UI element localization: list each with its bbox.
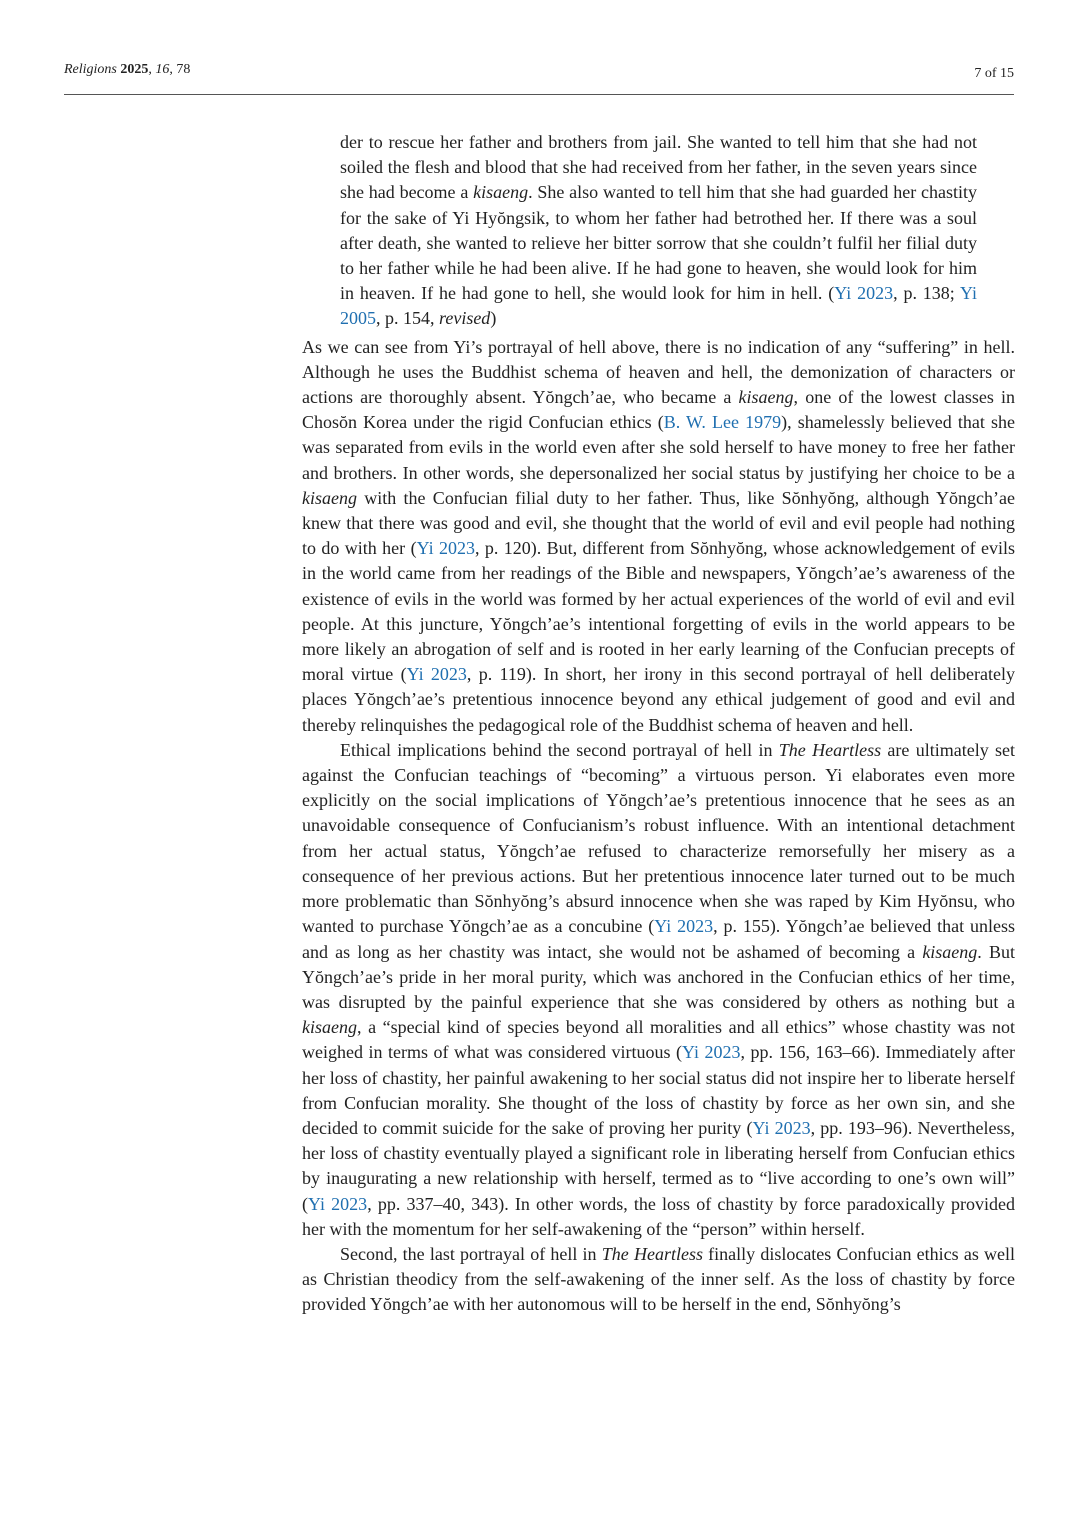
citation-link[interactable]: B. W. Lee 1979 bbox=[663, 412, 782, 433]
citation-link[interactable]: Yi 2023 bbox=[416, 538, 475, 559]
citation-link[interactable]: Yi 2023 bbox=[654, 916, 714, 937]
paragraph: Second, the last portrayal of hell in The Heartless finally dislocates Confucian ethics as well as Christian theodicy from the self-awakening of the inner self. As the loss of chastity by force provided Yŏngch’ae with her autonomous will to be herself in the end, Sŏnhyŏng’s bbox=[302, 1243, 1016, 1315]
journal-citation: Religions 2025, 16, 78 bbox=[64, 62, 191, 77]
italic-term: kisaeng bbox=[302, 487, 357, 508]
citation-link[interactable]: Yi 2023 bbox=[834, 283, 894, 304]
italic-term: revised bbox=[439, 308, 491, 329]
paragraph: Ethical implications behind the second portrayal of hell in The Heartless are ultimately set against the Confucian teachings of “becoming” a virtuous person. Yi elaborates even more explicitly on the social implications of Yŏngch’ae’s pretentious innocence that he sees as an unavoidable consequence of Confucianism’s robust influence. With an intentional detachment from her actual status, Yŏngch’ae refused to characterize remorsefully her misery as a consequence of her previous actions. But her pretentious innocence later turned out to be much more problematic than Sŏnhyŏng’s absurd innocence when she was raped by Kim Hyŏnsu, who wanted to purchase Yŏngch’ae as a concubine (Yi 2023, p. 155). Yŏngch’ae believed that unless and as long as her chastity was intact, she would not be ashamed of becoming a kisaeng. But Yŏngch’ae’s pride in her moral purity, which was anchored in the Confucian ethics of her time, was disrupted by the painful experience that she was considered by others as nothing but a kisaeng, a “special kind of species beyond all moralities and all ethics” whose chastity was not weighed in terms of what was considered virtuous (Yi 2023, pp. 156, 163–66). Immediately after her loss of chastity, her painful awakening to her social status did not inspire her to liberate herself from Confucian morality. She thought of the loss of chastity by force as her own sin, and she decided to commit suicide for the sake of proving her purity (Yi 2023, pp. 193–96). Nevertheless, her loss of chastity eventually played a significant role in liberating herself from Confucian ethics by inaugurating a new relationship with herself, termed as to “live according to one’s own will” (Yi 2023, pp. 337–40, 343). In other words, the loss of chastity by force paradoxically provided her with the momentum for her self-awakening of the “person” within herself. bbox=[302, 739, 1016, 1239]
journal-volume: 16 bbox=[155, 62, 170, 77]
quote-text: , p. 138; bbox=[893, 283, 960, 304]
quote-text: . She also wanted to tell him that she had guarded her chastity for the sake of Yi Hyŏngsik, to whom her father had betrothed her. If there was a soul after death, she wanted to relieve her bitter sorrow that she couldn’t fulfil her filial duty to her father while he had been alive. If he had gone to heaven, she would look for him in heaven. If he had gone to hell, she would look for him in hell. ( bbox=[340, 182, 977, 304]
citation-link[interactable]: Yi 2023 bbox=[752, 1117, 811, 1138]
italic-title: The Heartless bbox=[778, 739, 882, 760]
italic-term: kisaeng bbox=[473, 182, 529, 203]
citation-link[interactable]: Yi 2023 bbox=[681, 1042, 741, 1063]
quote-text: der to rescue her father and brothers from jail. She wanted to tell him that she had not soiled the flesh and blood that she had received from her father, in the seven years since she had become a bbox=[340, 132, 977, 203]
paragraph: As we can see from Yi’s portrayal of hell above, there is no indication of any “suffering” in hell. Although he uses the Buddhist schema of heaven and hell, the demonization of characters or actions are thoroughly absent. Yŏngch’ae, who became a kisaeng, one of the lowest classes in Chosŏn Korea under the rigid Confucian ethics (B. W. Lee 1979), shamelessly believed that she was separated from evils in the world even after she sold herself to have money to free her father and brothers. In other words, she depersonalized her social status by justifying her choice to be a kisaeng with the Confucian filial duty to her father. Thus, like Sŏnhyŏng, although Yŏngch’ae knew that there was good and evil, she thought that the world of evil and evil people had nothing to do with her (Yi 2023, p. 120). But, different from Sŏnhyŏng, whose acknowledgement of evils in the world came from her readings of the Bible and newspapers, Yŏngch’ae’s awareness of the existence of evils in the world was formed by her actual experiences of the world of evil and evil people. At this juncture, Yŏngch’ae’s intentional forgetting of evils in the world appears to be more likely an abrogation of self and is rooted in her early learning of the Confucian precepts of moral virtue (Yi 2023, p. 119). In short, her irony in this second portrayal of hell deliberately places Yŏngch’ae’s pretentious innocence beyond any ethical judgement of good and evil and thereby relinquishes the pedagogical role of the Buddhist schema of heaven and hell. bbox=[302, 336, 1016, 735]
journal-name: Religions bbox=[64, 62, 117, 77]
body-text bbox=[302, 130, 1015, 1318]
page-number: 7 of 15 bbox=[974, 66, 1014, 81]
italic-title: The Heartless bbox=[601, 1243, 703, 1264]
running-header bbox=[64, 60, 1014, 95]
citation-link[interactable]: Yi 2005 bbox=[340, 283, 978, 329]
italic-term: kisaeng bbox=[922, 941, 978, 962]
quote-text: ) bbox=[490, 308, 497, 329]
block-quote bbox=[340, 130, 977, 332]
italic-term: kisaeng bbox=[302, 1017, 357, 1038]
citation-link[interactable]: Yi 2023 bbox=[308, 1193, 368, 1214]
citation-link[interactable]: Yi 2023 bbox=[406, 664, 467, 685]
article-number: 78 bbox=[176, 62, 191, 77]
journal-year: 2025 bbox=[120, 62, 149, 77]
italic-term: kisaeng bbox=[738, 387, 794, 408]
quote-text: , p. 154, bbox=[376, 308, 439, 329]
